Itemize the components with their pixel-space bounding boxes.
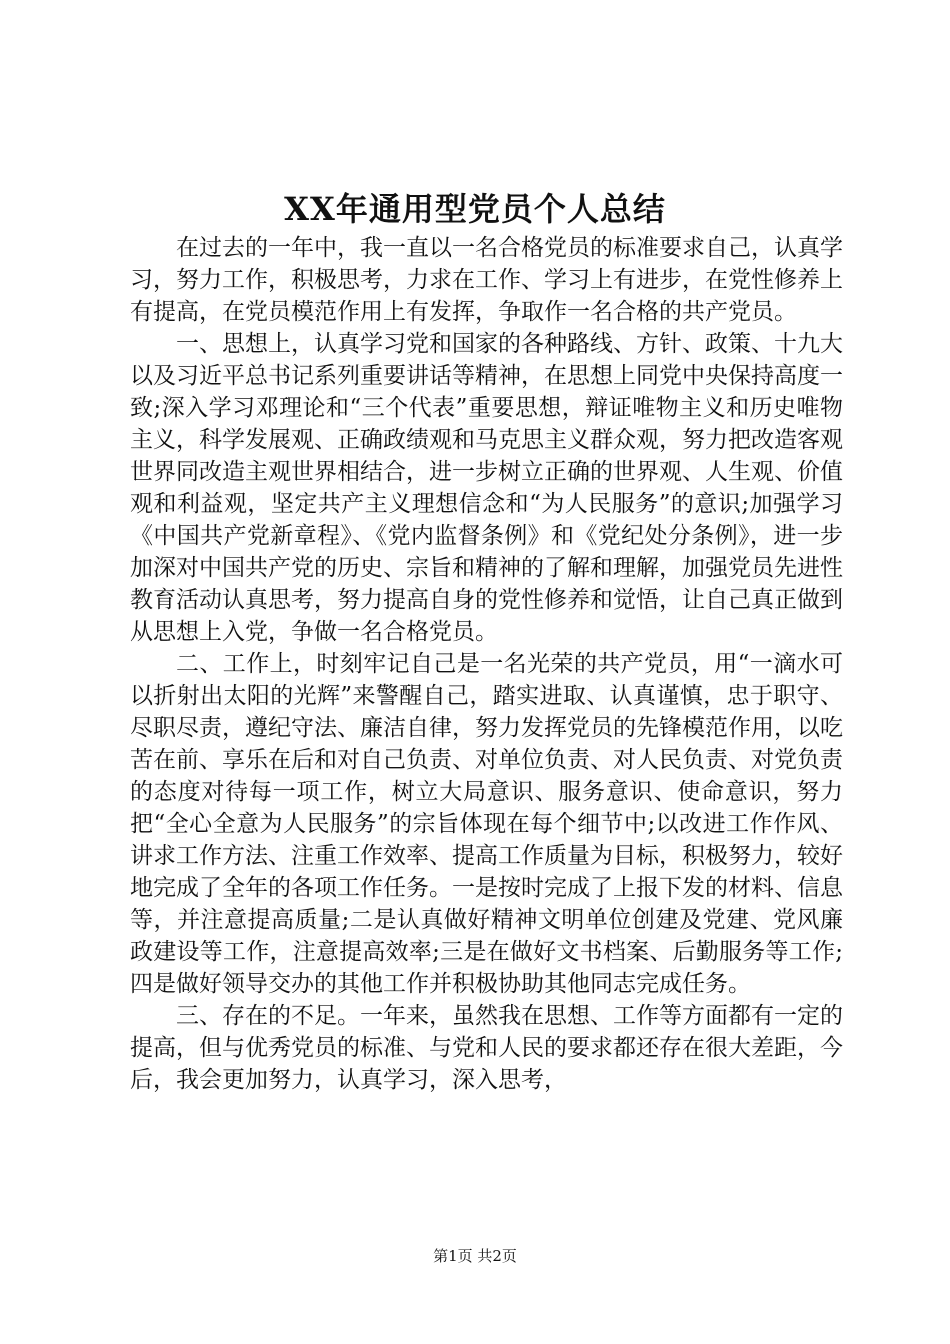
document-body <box>130 232 843 1096</box>
page-footer: 第1页 共2页 <box>433 1247 517 1265</box>
paragraph-work: 二、工作上，时刻牢记自己是一名光荣的共产党员，用“一滴水可以折射出太阳的光辉”来警醒自己，踏实进取、认真谨慎，忠于职守、尽职尽责，遵纪守法、廉洁自律，努力发挥党员的先锋模范作用，以吃苦在前、享乐在后和对自己负责、对单位负责、对人民负责、对党负责的态度对待每一项工作，树立大局意识、服务意识、使命意识，努力把“全心全意为人民服务”的宗旨体现在每个细节中;以改进工作作风、讲求工作方法、注重工作效率、提高工作质量为目标，积极努力，较好地完成了全年的各项工作任务。一是按时完成了上报下发的材料、信息等，并注意提高质量;二是认真做好精神文明单位创建及党建、党风廉政建设等工作，注意提高效率;三是在做好文书档案、后勤服务等工作;四是做好领导交办的其他工作并积极协助其他同志完成任务。 <box>130 651 843 997</box>
document-title: XX年通用型党员个人总结 <box>284 190 666 228</box>
paragraph-shortcomings: 三、存在的不足。一年来，虽然我在思想、工作等方面都有一定的提高，但与优秀党员的标准、与党和人民的要求都还存在很大差距，今后，我会更加努力，认真学习，深入思考， <box>130 1003 843 1093</box>
paragraph-ideology: 一、思想上，认真学习党和国家的各种路线、方针、政策、十九大以及习近平总书记系列重要讲话等精神，在思想上同党中央保持高度一致;深入学习邓理论和“三个代表”重要思想，辩证唯物主义和历史唯物主义，科学发展观、正确政绩观和马克思主义群众观，努力把改造客观世界同改造主观世界相结合，进一步树立正确的世界观、人生观、价值观和利益观，坚定共产主义理想信念和“为人民服务”的意识;加强学习《中国共产党新章程》、《党内监督条例》和《党纪处分条例》，进一步加深对中国共产党的历史、宗旨和精神的了解和理解，加强党员先进性教育活动认真思考，努力提高自身的党性修养和觉悟，让自己真正做到从思想上入党，争做一名合格党员。 <box>130 331 843 645</box>
paragraph-intro: 在过去的一年中，我一直以一名合格党员的标准要求自己，认真学习，努力工作，积极思考，力求在工作、学习上有进步，在党性修养上有提高，在党员模范作用上有发挥，争取作一名合格的共产党员。 <box>130 235 843 325</box>
